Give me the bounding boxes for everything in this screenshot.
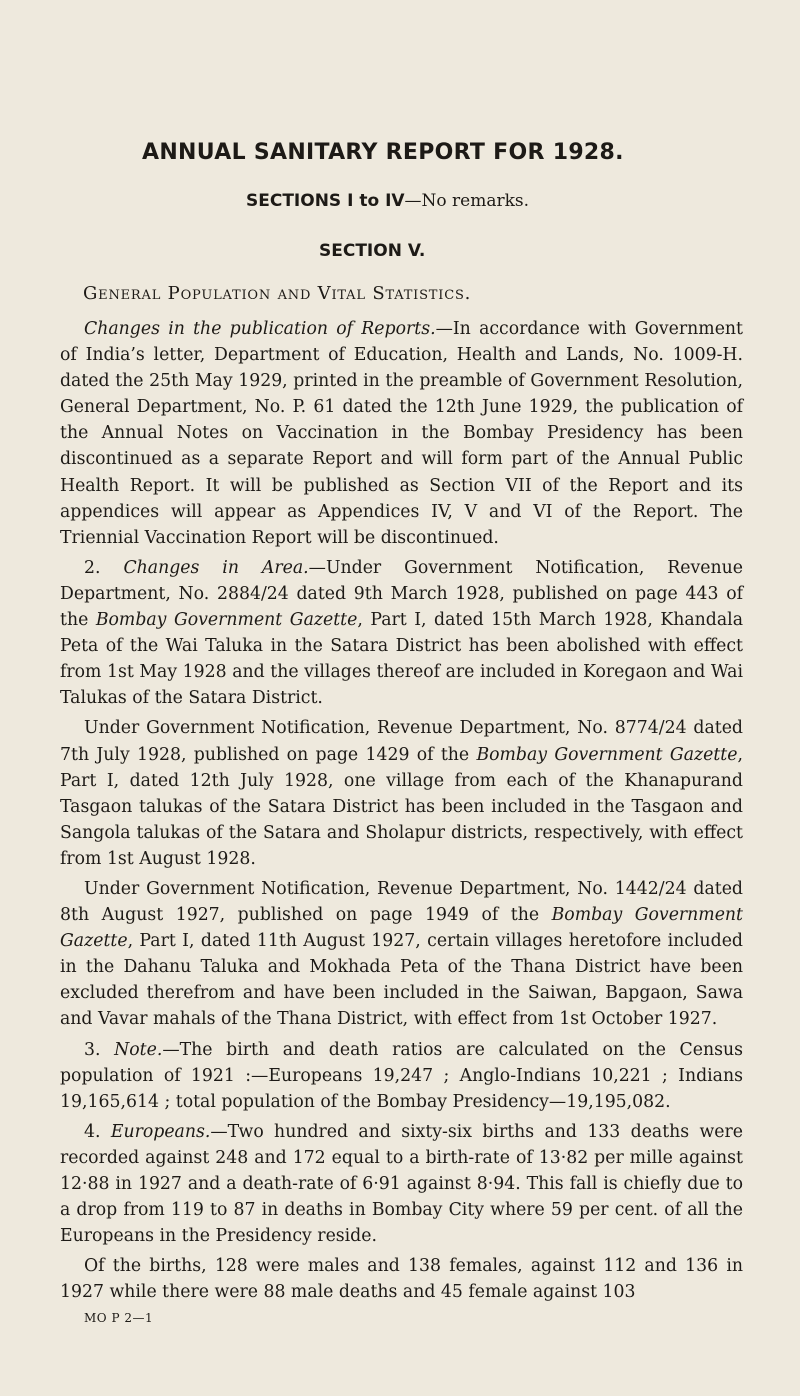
paragraph: Changes in the publication of Reports.—In accordance with Government of India’s letter, Department of Education, Health and Lands, No. 1009-H. dated the 25th May 1929, printed in the preamble of Government Resolution, General Department, No. P. 61 dated the 12th June 1929, the publication of the Annual Notes on Vaccination in the Bombay Presidency has been discontinued as a separate Report and will form part of the Annual Public Health Report. It will be published as Section VII of the Report and its appendices will appear as Appendices IV, V and VI of the Report. The Triennial Vaccination Report will be discontinued. xyxy=(60,319,743,548)
section-heading: SECTION V. xyxy=(319,241,426,261)
sections-remark xyxy=(246,191,743,211)
paragraph-number: 3. xyxy=(84,1039,101,1060)
paragraph: Under Government Notification, Revenue Department, No. 8774/24 dated 7th July 1928, published on page 1429 of the Bombay Government Gazette, Part I, dated 12th July 1928, one village from each of the Khanapurand Tasgaon talukas of the Satara District has been included in the Tasgaon and Sangola talukas of the Satara and Sholapur districts, respectively, with effect from 1st August 1928. xyxy=(60,718,743,869)
paragraph-number: 2. xyxy=(84,557,101,578)
printer-mark: MO P 2—1 xyxy=(84,1311,154,1326)
section-subheading: General Population and Vital Statistics. xyxy=(83,283,472,304)
paragraph-lead: Note. xyxy=(114,1039,163,1060)
sections-remark-label: SECTIONS I to IV xyxy=(246,191,405,211)
paragraph: 4. Europeans.—Two hundred and sixty-six births and 133 deaths were recorded against 248 and 172 equal to a birth-rate of 13·82 per mille against 12·88 in 1927 and a death-rate of 6·91 against 8·94. This fall is chiefly due to a drop from 119 to 87 in deaths in Bombay City where 59 per cent. of all the Europeans in the Presidency reside. xyxy=(60,1121,743,1247)
report-title: ANNUAL SANITARY REPORT FOR 1928. xyxy=(142,140,624,165)
paragraph-lead: Changes in the publication of Reports. xyxy=(84,319,436,339)
gazette-title: Bombay Government Gazette xyxy=(60,905,743,952)
document-content xyxy=(60,140,743,1325)
paragraph: 2. Changes in Area.—Under Government Notification, Revenue Department, No. 2884/24 dated 9th March 1928, published on page 443 of the Bombay Government Gazette, Part I, dated 15th March 1928, Khandala Peta of the Wai Taluka in the Satara District has been abolished with effect from 1st May 1928 and the villages thereof are included in Koregaon and Wai Talukas of the Satara District. xyxy=(60,557,743,709)
paragraph: Under Government Notification, Revenue Department, No. 1442/24 dated 8th August 1927, published on page 1949 of the Bombay Government Gazette, Part I, dated 11th August 1927, certain villages heretofore included in the Dahanu Taluka and Mokhada Peta of the Thana District have been excluded therefrom and have been included in the Saiwan, Bapgaon, Sawa and Vavar mahals of the Thana District, with effect from 1st October 1927. xyxy=(60,878,743,1030)
sections-remark-text: —No remarks. xyxy=(404,191,530,211)
paragraph-lead: Europeans. xyxy=(110,1121,211,1142)
gazette-title: Bombay Government Gazette xyxy=(476,744,738,765)
paragraph-number: 4. xyxy=(84,1121,101,1142)
gazette-title: Bombay Government Gazette xyxy=(95,610,358,631)
paragraph-lead: Changes in Area. xyxy=(123,557,309,578)
body-text xyxy=(60,316,743,1305)
paragraph: 3. Note.—The birth and death ratios are calculated on the Census population of 1921 :—Europeans 19,247 ; Anglo-Indians 10,221 ; Indians 19,165,614 ; total population of the Bombay Presidency—19,195,082. xyxy=(60,1039,744,1112)
paragraph: Of the births, 128 were males and 138 females, against 112 and 136 in 1927 while there were 88 male deaths and 45 female against 103 xyxy=(60,1256,743,1303)
